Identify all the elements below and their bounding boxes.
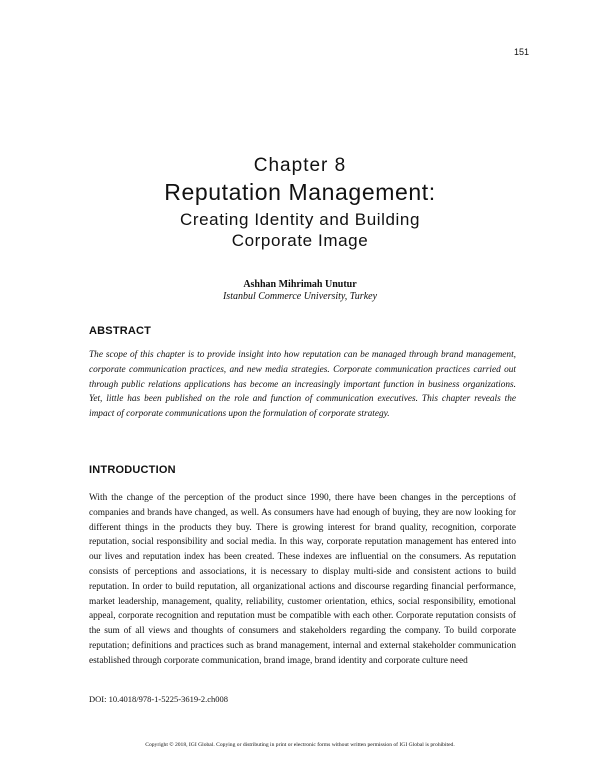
introduction-text: With the change of the perception of the product since 1990, there have been changes in the perceptions of companies and brands have changed, as well. As consumers have had enough of buying, they are now looking for different things in the products they buy. There is growing interest for brand quality, recognition, corporate reputation, social responsibility and social media. In this way, corporate reputation management has entered into our lives and reputation index has been created. These indexes are influential on the consumers. As reputation consists of perceptions and associations, it is necessary to display multi-side and consistent actions to build reputation. In order to build reputation, all organizational actions and discourse regarding financial performance, market leadership, management, quality, reliability, customer orientation, ethics, social responsibility, emotional appeal, corporate recognition and reputation must be compatible with each other. Corporate reputation consists of the sum of all views and thoughts of consumers and stakeholders regarding the company. To build corporate reputation; definitions and practices such as brand management, internal and external stakeholder communication established through corporate communication, brand image, brand identity and corporate culture need (89, 493, 516, 666)
page-number: 151 (513, 47, 529, 57)
abstract-heading: ABSTRACT (89, 325, 152, 337)
author-name: Ashhan Mihrimah Unutur (243, 279, 357, 290)
chapter-subtitle (0, 209, 600, 251)
chapter-subtitle-line-1: Creating Identity and Building (179, 210, 421, 229)
copyright-notice: Copyright © 2018, IGI Global. Copying or distributing in print or electronic forms without written permission of IGI Global is prohibited. (145, 742, 455, 748)
chapter-title: Reputation Management: (164, 179, 436, 205)
chapter-subtitle-line-2: Corporate Image (231, 231, 369, 250)
author-affiliation: Istanbul Commerce University, Turkey (222, 291, 378, 302)
introduction-heading: INTRODUCTION (89, 464, 176, 476)
doi: DOI: 10.4018/978-1-5225-3619-2.ch008 (89, 694, 229, 704)
abstract-text: The scope of this chapter is to provide insight into how reputation can be managed through brand management, corporate communication practices, and new media strategies. Corporate communication practices carried out through public relations applications has become an increasingly important function in business organizations. Yet, little has been published on the role and function of communication executives. This chapter reveals the impact of corporate communications upon the formulation of corporate strategy. (89, 350, 516, 420)
chapter-label: Chapter 8 (253, 155, 347, 176)
